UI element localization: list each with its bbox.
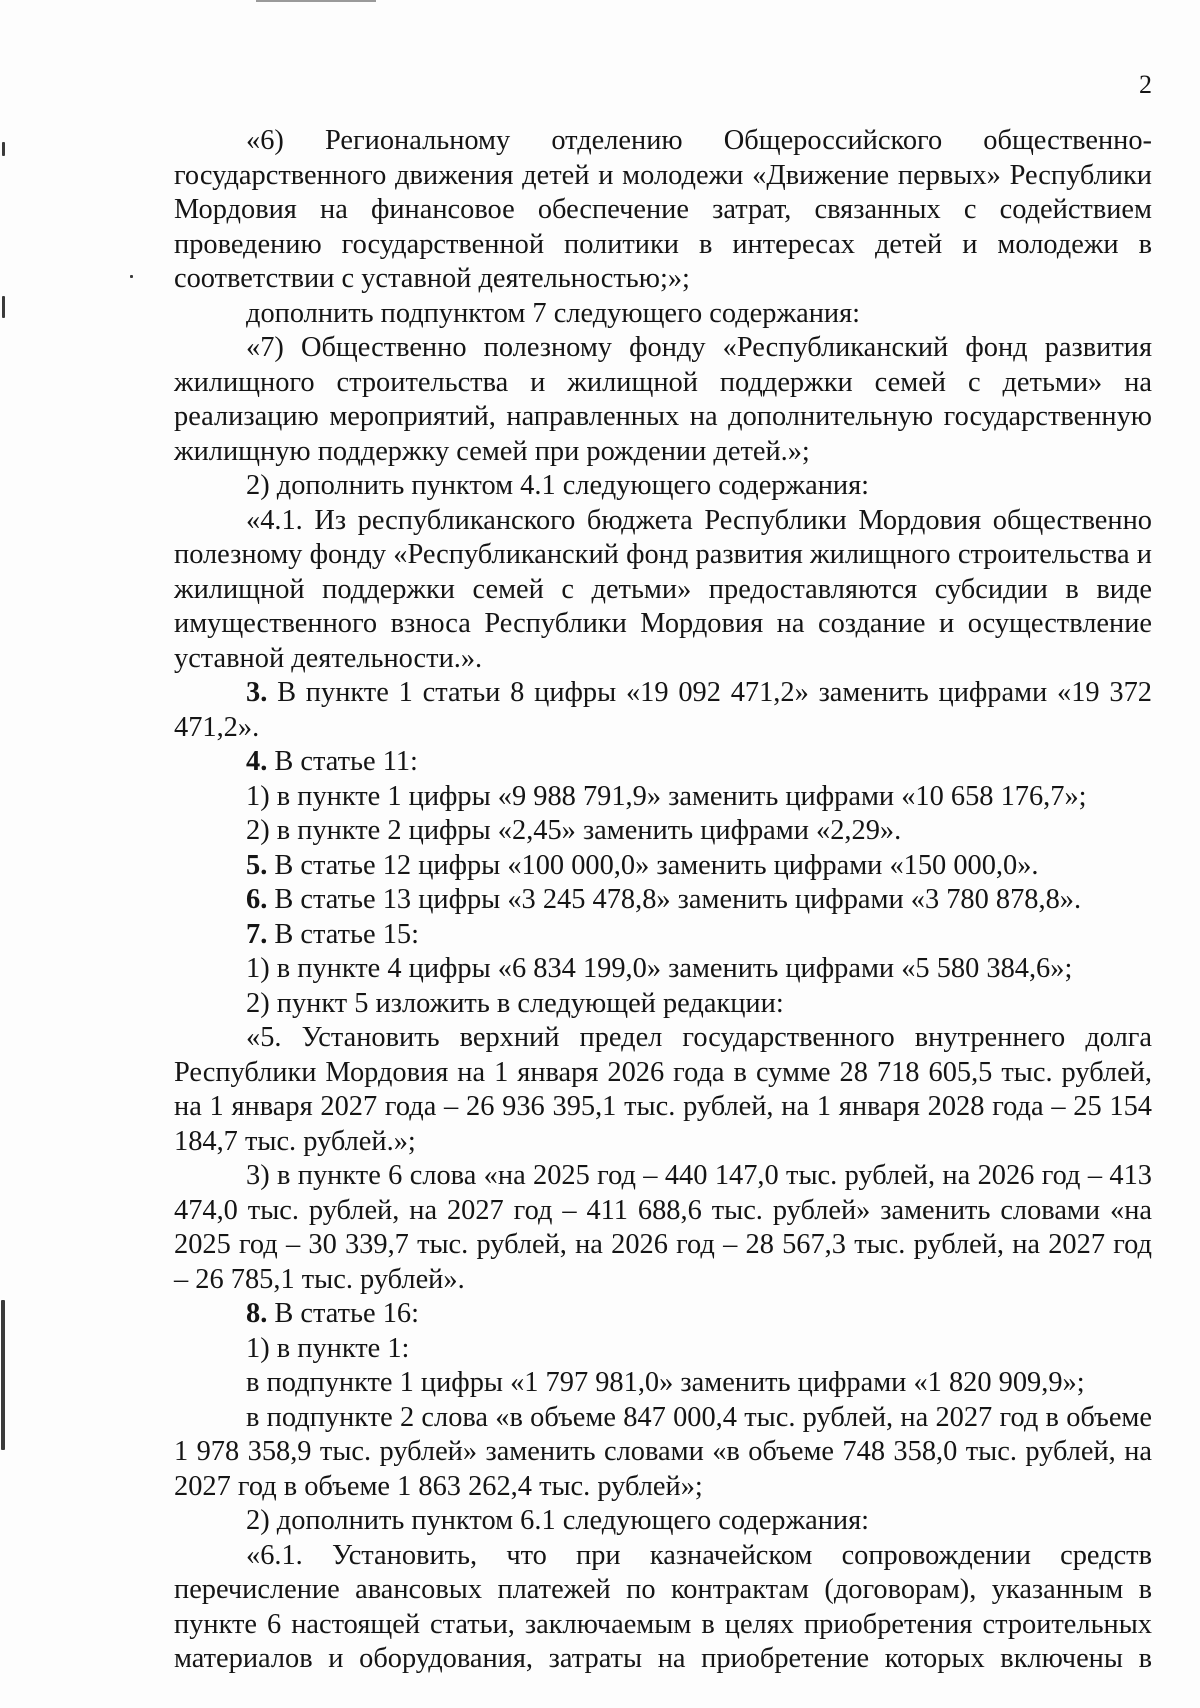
paragraph-text: 3) в пункте 6 слова «на 2025 год – 440 147,0 тыс. рублей, на 2026 год – 413 474,0 тыс. рублей, на 2027 год – 411 688,6 тыс. рублей» заменить словами «на 2025 год – 30 339,7 тыс. рублей, на 2026 год – 28 567,3 тыс. рублей, на 2027 год – 26 785,1 тыс. рублей». — [174, 1160, 1152, 1295]
paragraph-text: «7) Общественно полезному фонду «Республиканский фонд развития жилищного строительства и жилищной поддержки семей с детьми» на реализацию мероприятий, направленных на дополнительную государственную жилищную поддержку семей при рождении детей.»; — [174, 332, 1152, 467]
paragraph — [174, 676, 1152, 745]
scan-mark — [1, 1300, 5, 1450]
paragraph-text: 2) в пункте 2 цифры «2,45» заменить цифрами «2,29». — [246, 815, 902, 846]
paragraph-text: 1) в пункте 1: — [246, 1332, 410, 1364]
paragraph — [174, 849, 1152, 884]
paragraph — [174, 469, 1152, 504]
paragraph-text: «4.1. Из республиканского бюджета Республики Мордовия общественно полезному фонду «Республиканский фонд развития жилищного строительства и жилищной поддержки семей с детьми» предоставляются субсидии в виде имущественного взноса Республики Мордовия на создание и осуществление уставной деятельности.». — [174, 504, 1152, 674]
paragraph-number: 7. — [246, 918, 268, 950]
paragraph — [174, 1297, 1152, 1332]
paragraph-text: 2) пункт 5 изложить в следующей редакции: — [246, 987, 784, 1019]
paragraph — [174, 1332, 1152, 1367]
paragraph-text: В статье 11: — [267, 746, 418, 777]
paragraph — [174, 1539, 1152, 1677]
page-number: 2 — [1139, 70, 1152, 99]
paragraph — [174, 780, 1152, 815]
paragraph-number: 6. — [246, 884, 268, 915]
paragraph-text: В статье 13 цифры «3 245 478,8» заменить цифрами «3 780 878,8». — [267, 884, 1082, 915]
paragraph-text: В пункте 1 статьи 8 цифры «19 092 471,2» заменить цифрами «19 372 471,2». — [174, 677, 1152, 743]
scan-mark — [2, 142, 5, 156]
paragraph-text: «6) Региональному отделению Общероссийского общественно-государственного движения детей и молодежи «Движение первых» Республики Мордовия на финансовое обеспечение затрат, связанных с содействием проведению государственной политики в интересах детей и молодежи в соответствии с уставной деятельностью;»; — [174, 125, 1152, 294]
paragraph-text: 2) дополнить пунктом 4.1 следующего содержания: — [246, 470, 870, 501]
paragraph-text: 1) в пункте 1 цифры «9 988 791,9» заменить цифрами «10 658 176,7»; — [246, 780, 1087, 812]
paragraph — [174, 918, 1152, 953]
paragraph-number: 8. — [246, 1298, 268, 1329]
paragraph-number: 4. — [246, 746, 268, 777]
document-body — [174, 124, 1152, 1677]
paragraph — [174, 1021, 1152, 1159]
scan-edge-line — [256, 0, 376, 2]
paragraph-text: В статье 16: — [267, 1298, 419, 1329]
paragraph-text: дополнить подпунктом 7 следующего содержания: — [246, 297, 861, 329]
paragraph-text: В статье 15: — [267, 918, 419, 950]
paragraph — [174, 504, 1152, 677]
paragraph — [174, 814, 1152, 849]
paragraph-text: в подпункте 1 цифры «1 797 981,0» заменить цифрами «1 820 909,9»; — [246, 1367, 1085, 1398]
paragraph — [174, 1401, 1152, 1505]
paragraph — [174, 297, 1152, 332]
paragraph-text: 2) дополнить пунктом 6.1 следующего содержания: — [246, 1505, 870, 1536]
paragraph-text: В статье 12 цифры «100 000,0» заменить цифрами «150 000,0». — [267, 849, 1039, 881]
paragraph-text: в подпункте 2 слова «в объеме 847 000,4 тыс. рублей, на 2027 год в объеме 1 978 358,9 тыс. рублей» заменить словами «в объеме 748 358,0 тыс. рублей, на 2027 год в объеме 1 863 262,4 тыс. рублей»; — [174, 1401, 1152, 1502]
paragraph — [174, 1366, 1152, 1401]
scan-mark — [2, 296, 5, 318]
paragraph — [174, 1159, 1152, 1297]
paragraph-number: 3. — [246, 677, 268, 708]
paragraph-text: «6.1. Установить, что при казначейском сопровождении средств перечисление авансовых платежей по контрактам (договорам), указанным в пункте 6 настоящей статьи, заключаемым в целях приобретения строительных материалов и оборудования, затраты на приобретение которых включены в — [174, 1539, 1152, 1674]
paragraph — [174, 952, 1152, 987]
paragraph-text: 1) в пункте 4 цифры «6 834 199,0» заменить цифрами «5 580 384,6»; — [246, 953, 1073, 984]
paragraph — [174, 1504, 1152, 1539]
paragraph — [174, 331, 1152, 469]
paragraph — [174, 124, 1152, 297]
paragraph-number: 5. — [246, 849, 268, 881]
paragraph-text: «5. Установить верхний предел государственного внутреннего долга Республики Мордовия на 1 января 2026 года в сумме 28 718 605,5 тыс. рублей, на 1 января 2027 года – 26 936 395,1 тыс. рублей, на 1 января 2028 года – 25 154 184,7 тыс. рублей.»; — [174, 1022, 1152, 1157]
scan-mark — [130, 275, 133, 278]
paragraph — [174, 883, 1152, 918]
paragraph — [174, 987, 1152, 1022]
paragraph — [174, 745, 1152, 780]
